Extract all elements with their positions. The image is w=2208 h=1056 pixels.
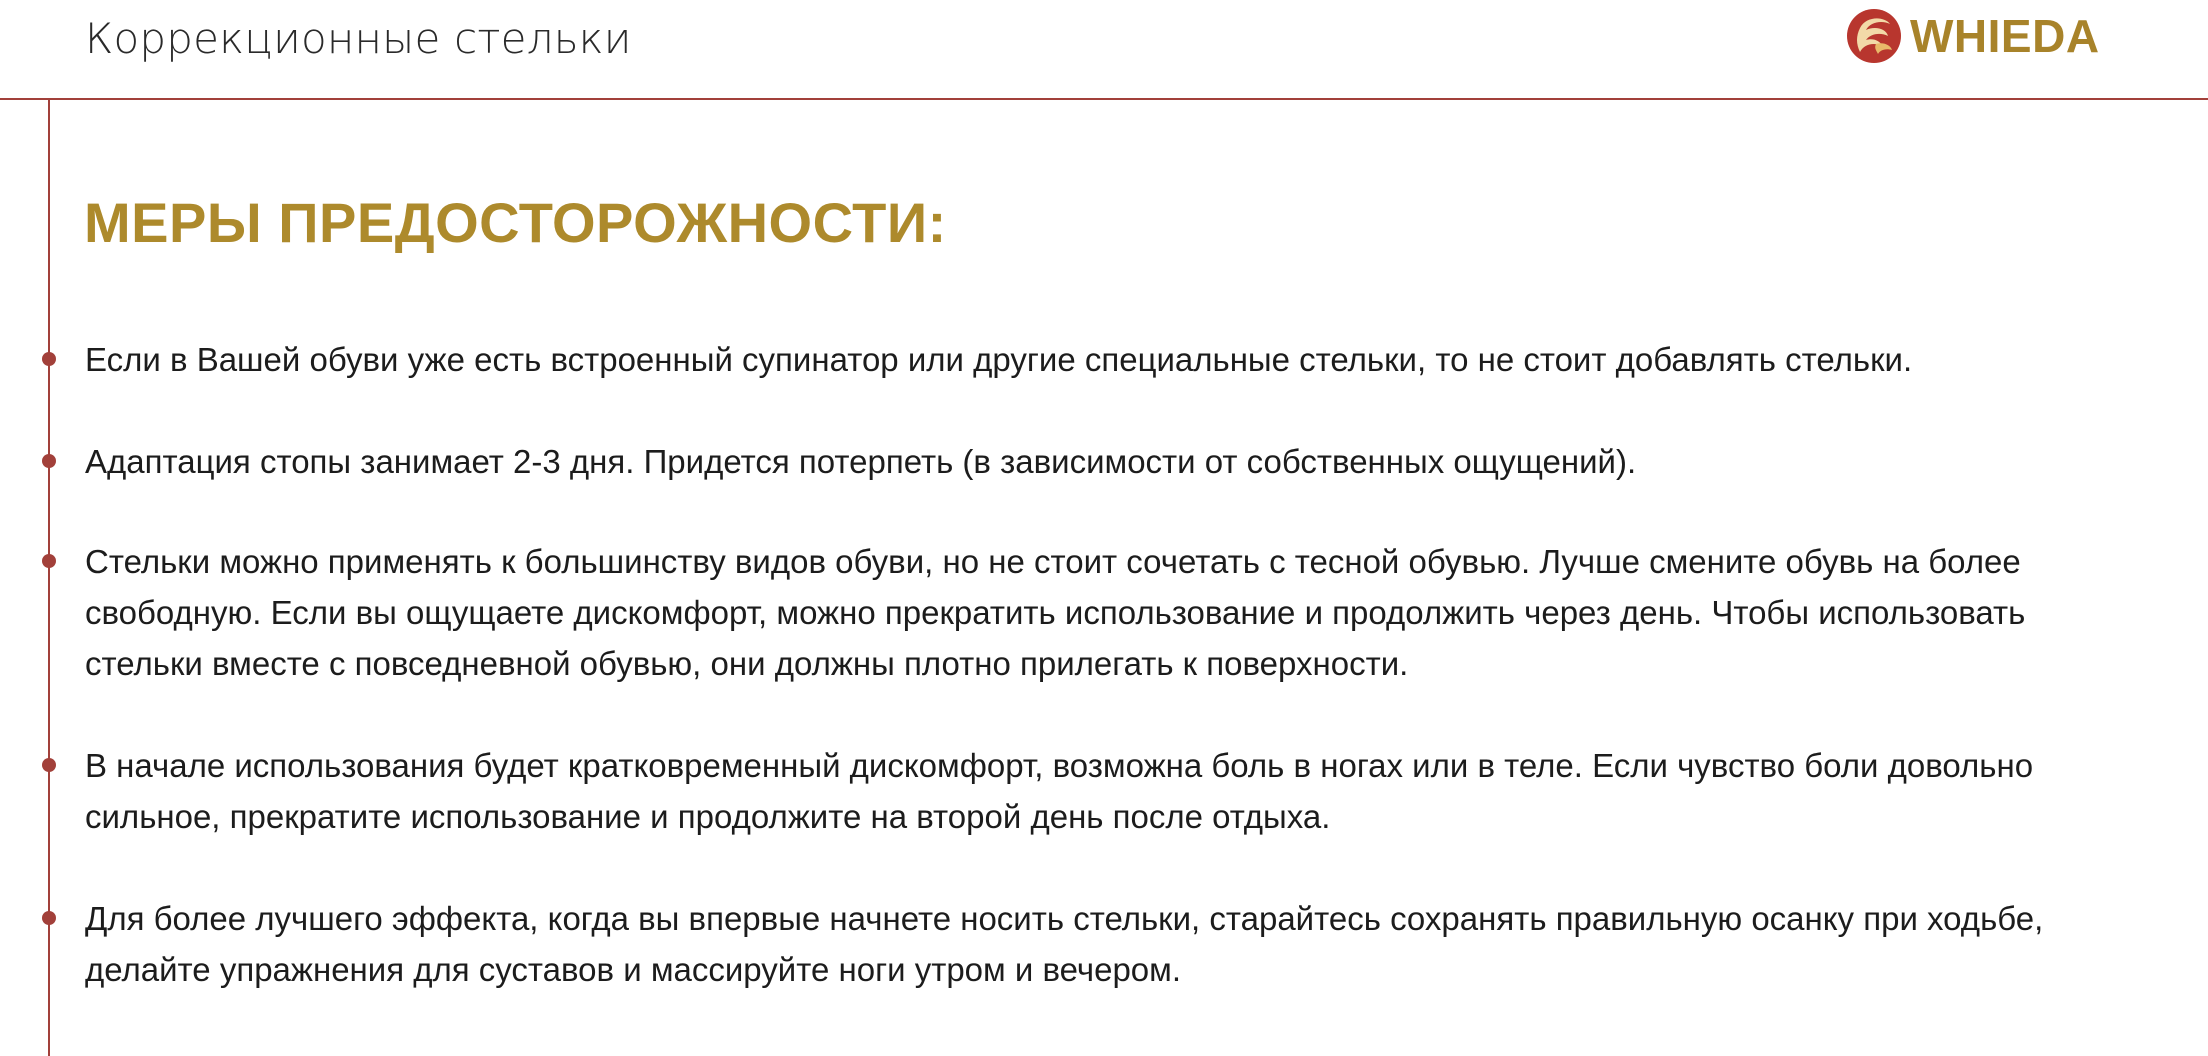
- page-header-title: Коррекционные стельки: [85, 14, 632, 63]
- list-item: [85, 536, 2125, 689]
- list-item-text: Для более лучшего эффекта, когда вы впервые начнете носить стельки, старайтесь сохранять правильную осанку при ходьбе, делайте упражнения для суставов и массируйте ноги утром и вечером.: [85, 900, 2044, 988]
- bullet-dot-icon: [42, 454, 56, 468]
- bullet-dot-icon: [42, 758, 56, 772]
- bullet-dot-icon: [42, 911, 56, 925]
- brand-logo-text: WHIEDA: [1910, 10, 2100, 62]
- list-item-text: Стельки можно применять к большинству видов обуви, но не стоит сочетать с тесной обувью. Лучше смените обувь на более свободную. Если вы ощущаете дискомфорт, можно прекратить использование и продолжить через день. Чтобы использовать стельки вместе с повседневной обувью, они должны плотно прилегать к поверхности.: [85, 543, 2026, 682]
- list-item-text: Если в Вашей обуви уже есть встроенный супинатор или другие специальные стельки, то не стоит добавлять стельки.: [85, 341, 1913, 378]
- bullet-dot-icon: [42, 352, 56, 366]
- list-item: [85, 893, 2125, 995]
- list-item-text: Адаптация стопы занимает 2-3 дня. Придется потерпеть (в зависимости от собственных ощущений).: [85, 443, 1637, 480]
- list-item: [85, 334, 2125, 385]
- list-item: [85, 436, 2125, 487]
- bullet-dot-icon: [42, 554, 56, 568]
- section-title: МЕРЫ ПРЕДОСТОРОЖНОСТИ:: [84, 191, 947, 254]
- list-item: [85, 740, 2125, 842]
- list-item-text: В начале использования будет кратковременный дискомфорт, возможна боль в ногах или в теле. Если чувство боли довольно сильное, прекратите использование и продолжите на второй день после отдыха.: [85, 747, 2034, 835]
